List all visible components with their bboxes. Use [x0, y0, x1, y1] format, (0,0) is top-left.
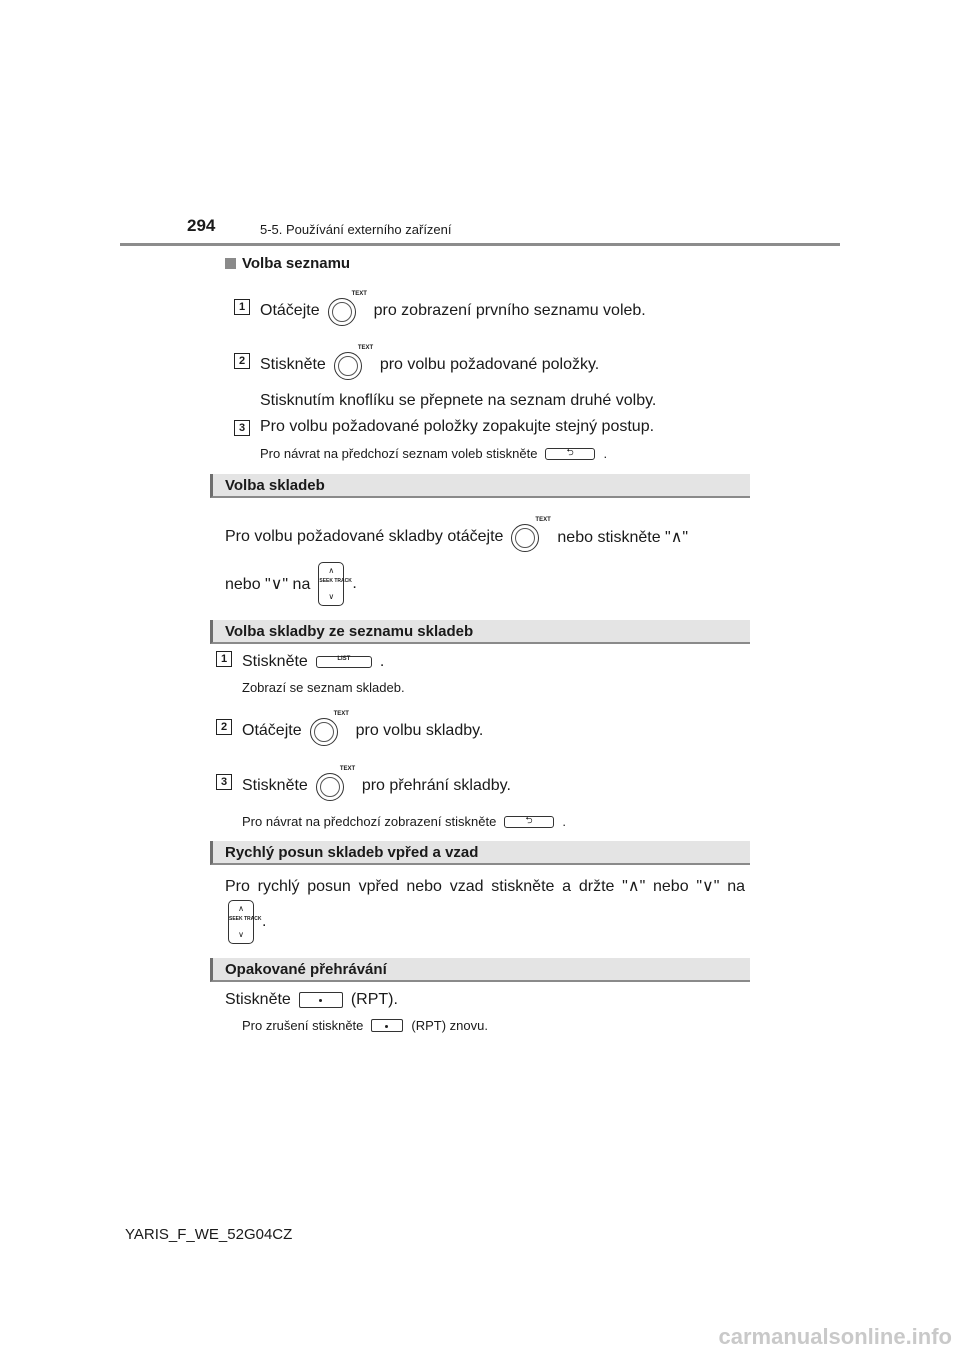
step-number: 2	[216, 719, 232, 735]
seek-track-button-icon: ∧ SEEK TRACK ∨	[228, 900, 254, 944]
note-text: Zobrazí se seznam skladeb.	[242, 680, 405, 695]
paragraph-line: ∧ SEEK TRACK ∨ .	[220, 900, 266, 944]
tune-knob-icon: TEXT	[509, 520, 551, 554]
repeat-instruction: Stiskněte (RPT).	[225, 991, 398, 1008]
tune-knob-icon: TEXT	[332, 348, 374, 382]
step-number: 3	[234, 420, 250, 436]
step-1-text: Otáčejte TEXT pro zobrazení prvního seznamu voleb.	[260, 294, 646, 328]
paragraph-line: Pro volbu požadované skladby otáčejte TEXT nebo stiskněte "∧"	[225, 520, 745, 554]
header-divider	[120, 243, 840, 246]
section-heading: Opakované přehrávání	[210, 958, 750, 982]
step-3-text: Stiskněte TEXT pro přehrání skladby.	[242, 769, 511, 803]
step-1-text: Stiskněte LIST .	[242, 653, 385, 670]
tune-knob-icon: TEXT	[314, 769, 356, 803]
watermark: carmanualsonline.info	[718, 1324, 952, 1349]
step-number: 1	[234, 299, 250, 315]
rpt-button-icon	[299, 992, 343, 1008]
step-number: 1	[216, 651, 232, 667]
seek-track-button-icon: ∧ SEEK TRACK ∨	[318, 562, 344, 606]
step-3-text-line-1: Stisknutím knoflíku se přepnete na seznam druhé volby.	[260, 392, 657, 409]
list-button-icon: LIST	[316, 656, 372, 668]
tune-knob-icon: TEXT	[308, 714, 350, 748]
document-code: YARIS_F_WE_52G04CZ	[125, 1226, 293, 1243]
subsection-title: Volba seznamu	[242, 255, 351, 272]
return-button-icon: ⮌	[545, 448, 595, 460]
rpt-button-icon	[371, 1019, 403, 1032]
step-number: 2	[234, 353, 250, 369]
section-heading: Rychlý posun skladeb vpřed a vzad	[210, 841, 750, 865]
step-2-text: Stiskněte TEXT pro volbu požadované položky.	[260, 348, 599, 382]
note-text: Pro návrat na předchozí zobrazení stiskněte ⮌ .	[242, 814, 566, 829]
section-title: 5-5. Používání externího zařízení	[260, 222, 452, 237]
section-heading: Volba skladeb	[210, 474, 750, 498]
tune-knob-icon: TEXT	[326, 294, 368, 328]
step-2-text: Otáčejte TEXT pro volbu skladby.	[242, 714, 483, 748]
note-text: Pro zrušení stiskněte (RPT) znovu.	[242, 1018, 488, 1033]
paragraph-line: nebo "∨" na ∧ SEEK TRACK ∨ .	[225, 562, 357, 606]
step-number: 3	[216, 774, 232, 790]
square-bullet-icon	[225, 258, 236, 269]
step-3-text-line-2: Pro volbu požadované položky zopakujte stejný postup.	[260, 418, 655, 435]
return-button-icon: ⮌	[504, 816, 554, 828]
paragraph-line: Pro rychlý posun vpřed nebo vzad stiskněte a držte "∧" nebo "∨" na	[225, 878, 745, 895]
subsection-heading	[225, 255, 350, 272]
note-text: Pro návrat na předchozí seznam voleb stiskněte ⮌ .	[260, 446, 608, 461]
section-heading: Volba skladby ze seznamu skladeb	[210, 620, 750, 644]
page-number: 294	[187, 216, 216, 235]
